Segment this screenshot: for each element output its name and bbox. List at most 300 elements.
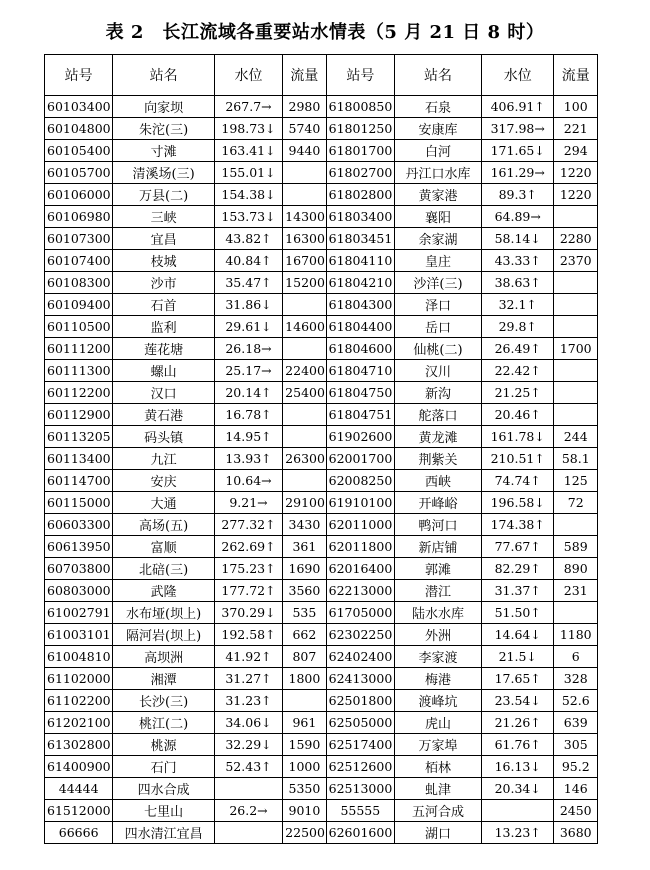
cell-station-name: 白河	[395, 140, 482, 162]
cell-station-code: 60109400	[45, 294, 113, 316]
cell-flow: 2280	[554, 228, 598, 250]
cell-station-name: 栢林	[395, 756, 482, 778]
table-row	[45, 536, 598, 558]
header-flow: 流量	[554, 55, 598, 96]
cell-station-name: 石门	[113, 756, 214, 778]
cell-water-level: 13.93↑	[214, 448, 282, 470]
cell-station-name: 高场(五)	[113, 514, 214, 536]
cell-flow: 305	[554, 734, 598, 756]
cell-station-code: 60613950	[45, 536, 113, 558]
header-station-name: 站名	[395, 55, 482, 96]
table-row	[45, 426, 598, 448]
cell-flow	[283, 184, 326, 206]
cell-station-name: 九江	[113, 448, 214, 470]
table-row	[45, 514, 598, 536]
cell-station-code: 60104800	[45, 118, 113, 140]
cell-station-code: 61804710	[326, 360, 394, 382]
cell-station-code: 62505000	[326, 712, 394, 734]
cell-flow	[283, 404, 326, 426]
cell-water-level: 370.29↓	[214, 602, 282, 624]
cell-water-level: 21.26↑	[481, 712, 553, 734]
cell-water-level: 14.64↓	[481, 624, 553, 646]
cell-water-level: 77.67↑	[481, 536, 553, 558]
cell-station-code: 62517400	[326, 734, 394, 756]
table-row	[45, 404, 598, 426]
cell-station-name: 隔河岩(坝上)	[113, 624, 214, 646]
cell-station-name: 西峡	[395, 470, 482, 492]
cell-flow	[554, 602, 598, 624]
cell-flow: 14300	[283, 206, 326, 228]
cell-station-code: 60113400	[45, 448, 113, 470]
cell-flow: 244	[554, 426, 598, 448]
cell-flow: 662	[283, 624, 326, 646]
table-row	[45, 448, 598, 470]
cell-station-code: 60114700	[45, 470, 113, 492]
cell-water-level: 22.42↑	[481, 360, 553, 382]
cell-station-name: 皇庄	[395, 250, 482, 272]
cell-water-level: 31.27↑	[214, 668, 282, 690]
cell-flow	[554, 404, 598, 426]
cell-station-code: 62011800	[326, 536, 394, 558]
cell-flow	[283, 162, 326, 184]
cell-station-code: 62001700	[326, 448, 394, 470]
cell-flow	[283, 690, 326, 712]
cell-station-name: 大通	[113, 492, 214, 514]
table-row	[45, 800, 598, 822]
cell-flow: 2370	[554, 250, 598, 272]
cell-station-code: 61804400	[326, 316, 394, 338]
cell-water-level: 31.86↓	[214, 294, 282, 316]
cell-flow: 231	[554, 580, 598, 602]
table-row	[45, 228, 598, 250]
cell-station-name: 泽口	[395, 294, 482, 316]
cell-water-level: 210.51↑	[481, 448, 553, 470]
cell-station-name: 新店铺	[395, 536, 482, 558]
cell-station-name: 枝城	[113, 250, 214, 272]
cell-station-code: 61800850	[326, 96, 394, 118]
cell-station-code: 62513000	[326, 778, 394, 800]
table-row	[45, 756, 598, 778]
cell-station-name: 石泉	[395, 96, 482, 118]
cell-station-code: 60803000	[45, 580, 113, 602]
cell-water-level: 43.82↑	[214, 228, 282, 250]
cell-station-name: 黄家港	[395, 184, 482, 206]
header-row	[45, 55, 598, 96]
cell-station-name: 湖口	[395, 822, 482, 844]
cell-station-name: 郭滩	[395, 558, 482, 580]
cell-water-level	[214, 822, 282, 844]
cell-station-code: 62512600	[326, 756, 394, 778]
cell-water-level: 13.23↑	[481, 822, 553, 844]
cell-station-code: 61801700	[326, 140, 394, 162]
cell-station-name: 朱沱(三)	[113, 118, 214, 140]
cell-flow: 14600	[283, 316, 326, 338]
cell-water-level: 21.5↓	[481, 646, 553, 668]
header-water-level: 水位	[214, 55, 282, 96]
table-row	[45, 294, 598, 316]
cell-flow: 6	[554, 646, 598, 668]
cell-flow: 589	[554, 536, 598, 558]
cell-water-level: 9.21→	[214, 492, 282, 514]
cell-station-name: 安康库	[395, 118, 482, 140]
cell-flow: 29100	[283, 492, 326, 514]
cell-water-level: 23.54↓	[481, 690, 553, 712]
cell-station-name: 五河合成	[395, 800, 482, 822]
cell-flow	[554, 206, 598, 228]
cell-station-name: 沙洋(三)	[395, 272, 482, 294]
cell-flow: 807	[283, 646, 326, 668]
cell-station-name: 渡峰坑	[395, 690, 482, 712]
cell-flow: 26300	[283, 448, 326, 470]
cell-water-level: 17.65↑	[481, 668, 553, 690]
cell-flow: 95.2	[554, 756, 598, 778]
cell-flow: 15200	[283, 272, 326, 294]
cell-station-name: 李家渡	[395, 646, 482, 668]
cell-water-level: 41.92↑	[214, 646, 282, 668]
cell-flow: 2980	[283, 96, 326, 118]
cell-flow: 5740	[283, 118, 326, 140]
cell-station-name: 梅港	[395, 668, 482, 690]
cell-station-code: 62413000	[326, 668, 394, 690]
cell-station-code: 61004810	[45, 646, 113, 668]
cell-station-code: 62016400	[326, 558, 394, 580]
table-row	[45, 734, 598, 756]
cell-station-name: 陆水水库	[395, 602, 482, 624]
cell-station-name: 码头镇	[113, 426, 214, 448]
cell-station-code: 62213000	[326, 580, 394, 602]
table-body	[45, 96, 598, 844]
cell-station-code: 61802800	[326, 184, 394, 206]
cell-flow	[554, 272, 598, 294]
cell-flow	[283, 294, 326, 316]
cell-station-name: 鸭河口	[395, 514, 482, 536]
cell-flow: 5350	[283, 778, 326, 800]
cell-flow: 361	[283, 536, 326, 558]
cell-water-level: 32.29↓	[214, 734, 282, 756]
cell-station-name: 螺山	[113, 360, 214, 382]
cell-flow	[554, 316, 598, 338]
cell-station-code: 61802700	[326, 162, 394, 184]
cell-water-level: 20.34↓	[481, 778, 553, 800]
cell-station-name: 荆紫关	[395, 448, 482, 470]
cell-station-code: 60105400	[45, 140, 113, 162]
cell-station-code: 61804110	[326, 250, 394, 272]
cell-station-code: 61803400	[326, 206, 394, 228]
cell-water-level: 317.98→	[481, 118, 553, 140]
cell-water-level: 20.14↑	[214, 382, 282, 404]
cell-station-name: 北碚(三)	[113, 558, 214, 580]
cell-water-level: 89.3↑	[481, 184, 553, 206]
cell-station-code: 61512000	[45, 800, 113, 822]
cell-flow: 58.1	[554, 448, 598, 470]
cell-station-code: 60603300	[45, 514, 113, 536]
cell-water-level: 171.65↓	[481, 140, 553, 162]
cell-station-name: 水布垭(坝上)	[113, 602, 214, 624]
cell-water-level: 32.1↑	[481, 294, 553, 316]
cell-flow: 328	[554, 668, 598, 690]
cell-water-level: 61.76↑	[481, 734, 553, 756]
cell-station-name: 汉口	[113, 382, 214, 404]
cell-flow: 25400	[283, 382, 326, 404]
table-row	[45, 96, 598, 118]
cell-flow	[283, 426, 326, 448]
cell-station-name: 舵落口	[395, 404, 482, 426]
table-row	[45, 712, 598, 734]
cell-flow: 961	[283, 712, 326, 734]
cell-station-name: 寸滩	[113, 140, 214, 162]
table-row	[45, 272, 598, 294]
table-row	[45, 646, 598, 668]
cell-water-level: 74.74↑	[481, 470, 553, 492]
cell-station-code: 66666	[45, 822, 113, 844]
cell-station-name: 长沙(三)	[113, 690, 214, 712]
cell-flow: 3560	[283, 580, 326, 602]
cell-flow: 3430	[283, 514, 326, 536]
cell-flow: 1690	[283, 558, 326, 580]
cell-water-level: 175.23↑	[214, 558, 282, 580]
cell-flow: 1590	[283, 734, 326, 756]
cell-station-name: 沙市	[113, 272, 214, 294]
cell-station-code: 61705000	[326, 602, 394, 624]
cell-station-name: 开峰峪	[395, 492, 482, 514]
cell-flow: 22400	[283, 360, 326, 382]
cell-station-code: 61102200	[45, 690, 113, 712]
cell-station-name: 万县(二)	[113, 184, 214, 206]
cell-water-level: 267.7→	[214, 96, 282, 118]
cell-water-level: 196.58↓	[481, 492, 553, 514]
cell-water-level: 153.73↓	[214, 206, 282, 228]
cell-station-name: 四水合成	[113, 778, 214, 800]
cell-flow	[554, 514, 598, 536]
cell-flow: 52.6	[554, 690, 598, 712]
cell-water-level: 262.69↑	[214, 536, 282, 558]
cell-flow	[283, 338, 326, 360]
table-row	[45, 316, 598, 338]
cell-station-name: 七里山	[113, 800, 214, 822]
cell-flow: 16700	[283, 250, 326, 272]
cell-station-name: 丹江口水库	[395, 162, 482, 184]
cell-water-level: 51.50↑	[481, 602, 553, 624]
cell-flow: 1220	[554, 184, 598, 206]
water-level-table	[44, 54, 598, 844]
cell-water-level: 26.18→	[214, 338, 282, 360]
cell-station-code: 61003101	[45, 624, 113, 646]
cell-water-level: 40.84↑	[214, 250, 282, 272]
cell-flow: 9440	[283, 140, 326, 162]
cell-station-name: 潜江	[395, 580, 482, 602]
cell-station-name: 四水清江宜昌	[113, 822, 214, 844]
cell-station-code: 62008250	[326, 470, 394, 492]
cell-flow: 100	[554, 96, 598, 118]
cell-station-code: 62501800	[326, 690, 394, 712]
cell-water-level: 161.29→	[481, 162, 553, 184]
cell-station-code: 61910100	[326, 492, 394, 514]
cell-water-level: 35.47↑	[214, 272, 282, 294]
cell-station-code: 55555	[326, 800, 394, 822]
table-row	[45, 668, 598, 690]
cell-water-level: 58.14↓	[481, 228, 553, 250]
cell-station-name: 湘潭	[113, 668, 214, 690]
cell-station-code: 60106000	[45, 184, 113, 206]
table-row	[45, 602, 598, 624]
cell-station-name: 向家坝	[113, 96, 214, 118]
cell-station-name: 万家埠	[395, 734, 482, 756]
cell-station-code: 62302250	[326, 624, 394, 646]
cell-station-code: 60110500	[45, 316, 113, 338]
table-row	[45, 822, 598, 844]
table-row	[45, 338, 598, 360]
header-station-name: 站名	[113, 55, 214, 96]
cell-flow: 1220	[554, 162, 598, 184]
cell-station-code: 61804750	[326, 382, 394, 404]
cell-station-code: 61804600	[326, 338, 394, 360]
cell-station-code: 61002791	[45, 602, 113, 624]
table-row	[45, 250, 598, 272]
table-row	[45, 360, 598, 382]
cell-flow: 22500	[283, 822, 326, 844]
cell-station-code: 60703800	[45, 558, 113, 580]
cell-station-code: 60111300	[45, 360, 113, 382]
cell-station-code: 60107300	[45, 228, 113, 250]
cell-water-level: 163.41↓	[214, 140, 282, 162]
cell-station-name: 虬津	[395, 778, 482, 800]
cell-water-level: 38.63↑	[481, 272, 553, 294]
cell-flow: 221	[554, 118, 598, 140]
cell-station-code: 60111200	[45, 338, 113, 360]
cell-flow	[554, 294, 598, 316]
cell-station-name: 桃江(二)	[113, 712, 214, 734]
cell-water-level: 64.89→	[481, 206, 553, 228]
cell-station-code: 61803451	[326, 228, 394, 250]
cell-water-level	[481, 800, 553, 822]
header-station-code: 站号	[326, 55, 394, 96]
cell-station-code: 44444	[45, 778, 113, 800]
cell-station-code: 61400900	[45, 756, 113, 778]
cell-water-level: 34.06↓	[214, 712, 282, 734]
cell-station-name: 监利	[113, 316, 214, 338]
cell-station-name: 宜昌	[113, 228, 214, 250]
cell-water-level: 10.64→	[214, 470, 282, 492]
table-row	[45, 778, 598, 800]
table-row	[45, 162, 598, 184]
cell-water-level: 31.23↑	[214, 690, 282, 712]
cell-flow: 1180	[554, 624, 598, 646]
cell-water-level: 31.37↑	[481, 580, 553, 602]
cell-station-name: 虎山	[395, 712, 482, 734]
cell-flow: 72	[554, 492, 598, 514]
cell-water-level: 16.78↑	[214, 404, 282, 426]
cell-water-level: 29.8↑	[481, 316, 553, 338]
cell-station-name: 桃源	[113, 734, 214, 756]
cell-water-level: 155.01↓	[214, 162, 282, 184]
cell-station-code: 61804300	[326, 294, 394, 316]
cell-water-level: 43.33↑	[481, 250, 553, 272]
cell-station-name: 三峡	[113, 206, 214, 228]
cell-station-name: 新沟	[395, 382, 482, 404]
cell-station-code: 60105700	[45, 162, 113, 184]
cell-water-level: 14.95↑	[214, 426, 282, 448]
cell-station-code: 62011000	[326, 514, 394, 536]
cell-water-level: 20.46↑	[481, 404, 553, 426]
table-row	[45, 558, 598, 580]
cell-station-name: 岳口	[395, 316, 482, 338]
cell-flow: 125	[554, 470, 598, 492]
cell-flow: 1700	[554, 338, 598, 360]
cell-station-name: 安庆	[113, 470, 214, 492]
cell-water-level: 277.32↑	[214, 514, 282, 536]
cell-flow: 890	[554, 558, 598, 580]
cell-station-name: 武隆	[113, 580, 214, 602]
cell-station-code: 61302800	[45, 734, 113, 756]
cell-flow	[283, 470, 326, 492]
cell-flow: 3680	[554, 822, 598, 844]
table-row	[45, 206, 598, 228]
cell-station-code: 61804210	[326, 272, 394, 294]
cell-station-name: 襄阳	[395, 206, 482, 228]
cell-station-name: 莲花塘	[113, 338, 214, 360]
cell-flow	[554, 382, 598, 404]
table-row	[45, 184, 598, 206]
cell-flow: 294	[554, 140, 598, 162]
cell-station-name: 黄龙滩	[395, 426, 482, 448]
cell-station-name: 高坝洲	[113, 646, 214, 668]
cell-flow: 535	[283, 602, 326, 624]
cell-flow: 16300	[283, 228, 326, 250]
header-flow: 流量	[283, 55, 326, 96]
cell-flow: 146	[554, 778, 598, 800]
cell-flow: 9010	[283, 800, 326, 822]
cell-station-code: 60113205	[45, 426, 113, 448]
cell-water-level: 82.29↑	[481, 558, 553, 580]
cell-flow: 639	[554, 712, 598, 734]
cell-station-code: 60106980	[45, 206, 113, 228]
cell-station-name: 余家湖	[395, 228, 482, 250]
cell-station-name: 黄石港	[113, 404, 214, 426]
cell-water-level: 154.38↓	[214, 184, 282, 206]
cell-station-code: 62601600	[326, 822, 394, 844]
cell-station-name: 仙桃(二)	[395, 338, 482, 360]
cell-station-name: 富顺	[113, 536, 214, 558]
cell-water-level: 26.2→	[214, 800, 282, 822]
cell-station-name: 汉川	[395, 360, 482, 382]
cell-flow: 1000	[283, 756, 326, 778]
table-row	[45, 382, 598, 404]
cell-flow	[554, 360, 598, 382]
table-row	[45, 624, 598, 646]
cell-station-name: 石首	[113, 294, 214, 316]
table-row	[45, 470, 598, 492]
cell-station-code: 61102000	[45, 668, 113, 690]
cell-station-code: 60107400	[45, 250, 113, 272]
cell-station-code: 60108300	[45, 272, 113, 294]
table-row	[45, 140, 598, 162]
cell-water-level: 52.43↑	[214, 756, 282, 778]
cell-station-name: 外洲	[395, 624, 482, 646]
cell-station-code: 61902600	[326, 426, 394, 448]
cell-water-level	[214, 778, 282, 800]
cell-station-name: 清溪场(三)	[113, 162, 214, 184]
cell-station-code: 60103400	[45, 96, 113, 118]
cell-flow: 1800	[283, 668, 326, 690]
cell-water-level: 29.61↓	[214, 316, 282, 338]
table-row	[45, 580, 598, 602]
cell-water-level: 21.25↑	[481, 382, 553, 404]
cell-water-level: 192.58↑	[214, 624, 282, 646]
cell-station-code: 61801250	[326, 118, 394, 140]
cell-water-level: 177.72↑	[214, 580, 282, 602]
table-row	[45, 690, 598, 712]
cell-station-code: 60115000	[45, 492, 113, 514]
